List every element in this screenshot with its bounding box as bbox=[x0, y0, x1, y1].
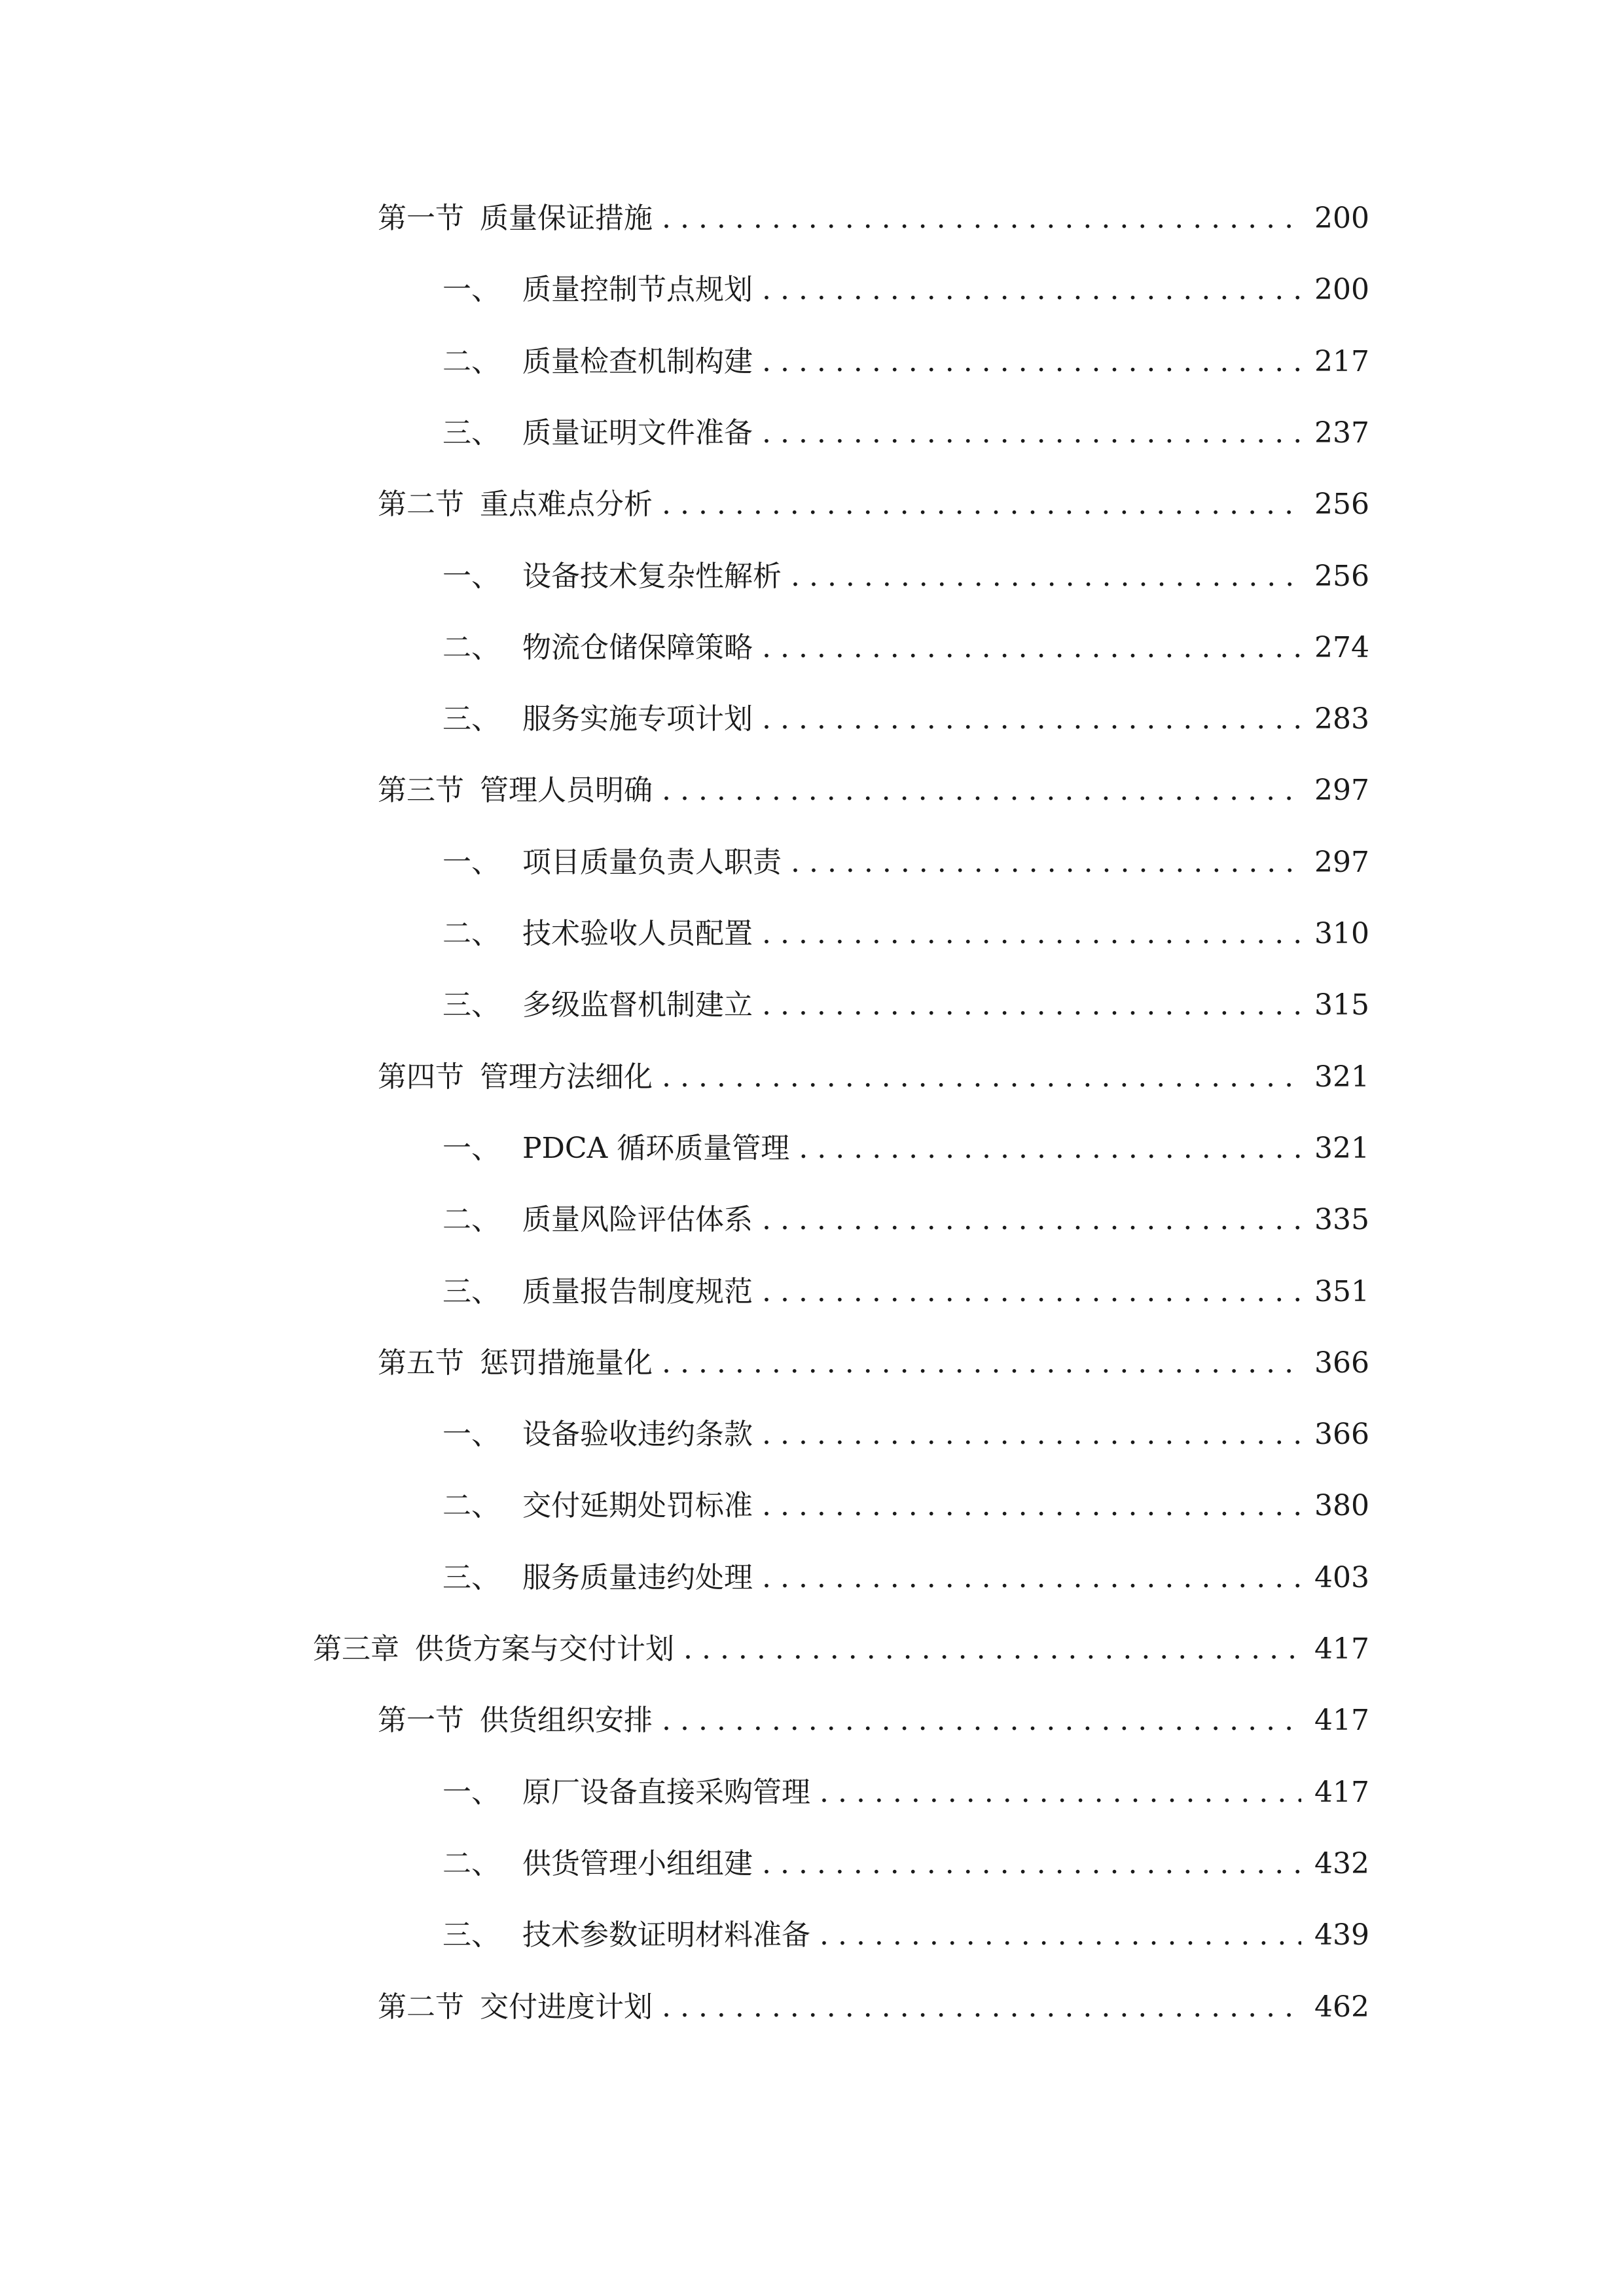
toc-entry-title: 质量报告制度规范 bbox=[522, 1274, 753, 1308]
toc-entry[interactable] bbox=[442, 908, 1369, 960]
toc-entry[interactable] bbox=[442, 1552, 1369, 1604]
toc-entry-number: 三、 bbox=[442, 988, 500, 1022]
toc-page-number: 462 bbox=[1314, 1990, 1369, 2024]
toc-page-number: 200 bbox=[1314, 273, 1369, 307]
toc-entry[interactable] bbox=[378, 764, 1369, 817]
toc-entry-title: 管理人员明确 bbox=[480, 774, 653, 808]
toc-leader-dots bbox=[791, 836, 1301, 889]
toc-entry-title: 管理方法细化 bbox=[480, 1060, 653, 1094]
toc-entry[interactable] bbox=[442, 622, 1369, 674]
toc-page-number: 256 bbox=[1314, 488, 1369, 522]
toc-entry[interactable] bbox=[442, 979, 1369, 1031]
toc-entry-number: 第一节 bbox=[378, 202, 464, 235]
toc-leader-dots bbox=[662, 192, 1301, 245]
toc-page-number: 335 bbox=[1314, 1203, 1369, 1237]
toc-page-number: 366 bbox=[1314, 1346, 1369, 1380]
toc-entry-title: 技术验收人员配置 bbox=[522, 917, 753, 950]
toc-page-number: 274 bbox=[1314, 630, 1369, 664]
toc-entry-number: 一、 bbox=[442, 1131, 500, 1165]
toc-entry[interactable] bbox=[442, 1838, 1369, 1890]
toc-page-number: 321 bbox=[1314, 1131, 1369, 1165]
toc-leader-dots bbox=[762, 1480, 1301, 1532]
toc-page-number: 315 bbox=[1314, 988, 1369, 1022]
toc-entry-title: 交付延期处罚标准 bbox=[522, 1489, 753, 1523]
toc-leader-dots bbox=[662, 764, 1301, 817]
toc-entry-title: 惩罚措施量化 bbox=[480, 1346, 653, 1380]
toc-entry-number: 二、 bbox=[442, 1489, 500, 1523]
toc-entry[interactable] bbox=[442, 693, 1369, 745]
toc-entry-title: 技术参数证明材料准备 bbox=[522, 1918, 810, 1952]
toc-entry-title: 物流仓储保障策略 bbox=[522, 630, 753, 664]
toc-leader-dots bbox=[820, 1909, 1301, 1962]
toc-leader-dots bbox=[762, 979, 1301, 1031]
toc-entry-number: 一、 bbox=[442, 845, 500, 879]
toc-leader-dots bbox=[762, 622, 1301, 674]
toc-entry-title: PDCA 循环质量管理 bbox=[522, 1131, 790, 1165]
toc-leader-dots bbox=[762, 1408, 1301, 1461]
toc-leader-dots bbox=[662, 1051, 1301, 1103]
toc-entry[interactable] bbox=[442, 550, 1369, 603]
toc-entry-number: 一、 bbox=[442, 1418, 500, 1452]
toc-page-number: 237 bbox=[1314, 416, 1369, 450]
toc-entry-number: 二、 bbox=[442, 344, 500, 378]
toc-page-number: 432 bbox=[1314, 1846, 1369, 1880]
toc-entry-number: 第三章 bbox=[313, 1632, 399, 1666]
toc-entry[interactable] bbox=[442, 1480, 1369, 1532]
toc-leader-dots bbox=[683, 1623, 1301, 1676]
toc-entry-title: 交付进度计划 bbox=[480, 1990, 653, 2024]
toc-entry-title: 服务实施专项计划 bbox=[522, 702, 753, 736]
toc-page-number: 417 bbox=[1314, 1632, 1369, 1666]
toc-leader-dots bbox=[762, 1552, 1301, 1604]
toc-entry-number: 二、 bbox=[442, 630, 500, 664]
toc-entry[interactable] bbox=[378, 1981, 1369, 2034]
toc-leader-dots bbox=[791, 550, 1301, 603]
toc-entry[interactable] bbox=[442, 264, 1369, 316]
toc-entry-number: 第二节 bbox=[378, 1990, 464, 2024]
toc-entry-number: 二、 bbox=[442, 1846, 500, 1880]
toc-entry[interactable] bbox=[442, 1408, 1369, 1461]
toc-page-number: 310 bbox=[1314, 917, 1369, 950]
toc-entry-title: 设备技术复杂性解析 bbox=[522, 559, 782, 593]
toc-entry-number: 三、 bbox=[442, 1560, 500, 1594]
toc-entry-title: 质量保证措施 bbox=[480, 202, 653, 235]
toc-leader-dots bbox=[762, 693, 1301, 745]
toc-leader-dots bbox=[762, 1266, 1301, 1318]
toc-entry-number: 第二节 bbox=[378, 488, 464, 522]
toc-entry-number: 第四节 bbox=[378, 1060, 464, 1094]
toc-entry-title: 质量证明文件准备 bbox=[522, 416, 753, 450]
toc-leader-dots bbox=[662, 1981, 1301, 2034]
toc-entry-title: 项目质量负责人职责 bbox=[522, 845, 782, 879]
toc-leader-dots bbox=[762, 908, 1301, 960]
toc-entry[interactable] bbox=[442, 1909, 1369, 1962]
toc-page-number: 256 bbox=[1314, 559, 1369, 593]
toc-entry-title: 原厂设备直接采购管理 bbox=[522, 1775, 810, 1809]
toc-leader-dots bbox=[662, 1695, 1301, 1747]
toc-leader-dots bbox=[762, 1194, 1301, 1246]
toc-entry-title: 设备验收违约条款 bbox=[522, 1418, 753, 1452]
toc-page-number: 351 bbox=[1314, 1274, 1369, 1308]
toc-entry[interactable] bbox=[442, 407, 1369, 459]
toc-entry-title: 供货管理小组组建 bbox=[522, 1846, 753, 1880]
toc-page-number: 321 bbox=[1314, 1060, 1369, 1094]
toc-entry[interactable] bbox=[313, 1623, 1369, 1676]
toc-page-number: 403 bbox=[1314, 1560, 1369, 1594]
toc-entry-title: 供货组织安排 bbox=[480, 1704, 653, 1738]
toc-entry[interactable] bbox=[378, 192, 1369, 245]
toc-page-number: 297 bbox=[1314, 774, 1369, 808]
toc-entry-number: 三、 bbox=[442, 416, 500, 450]
toc-entry-number: 第五节 bbox=[378, 1346, 464, 1380]
toc-entry-number: 二、 bbox=[442, 917, 500, 950]
toc-entry[interactable] bbox=[378, 1051, 1369, 1103]
toc-leader-dots bbox=[799, 1122, 1301, 1175]
toc-entry-number: 三、 bbox=[442, 1274, 500, 1308]
toc-leader-dots bbox=[762, 407, 1301, 459]
toc-entry-title: 服务质量违约处理 bbox=[522, 1560, 753, 1594]
toc-entry-number: 三、 bbox=[442, 1918, 500, 1952]
toc-page-number: 200 bbox=[1314, 202, 1369, 235]
toc-entry[interactable] bbox=[378, 1695, 1369, 1747]
toc-entry-number: 第三节 bbox=[378, 774, 464, 808]
toc-entry[interactable] bbox=[442, 336, 1369, 388]
toc-entry-number: 三、 bbox=[442, 702, 500, 736]
toc-page-number: 217 bbox=[1314, 344, 1369, 378]
toc-page-number: 417 bbox=[1314, 1704, 1369, 1738]
toc-entry[interactable] bbox=[442, 836, 1369, 889]
toc-entry-title: 重点难点分析 bbox=[480, 488, 653, 522]
toc-entry-title: 供货方案与交付计划 bbox=[415, 1632, 674, 1666]
toc-entry-number: 一、 bbox=[442, 1775, 500, 1809]
toc-entry-number: 一、 bbox=[442, 273, 500, 307]
toc-page-number: 297 bbox=[1314, 845, 1369, 879]
toc-entry[interactable] bbox=[442, 1266, 1369, 1318]
toc-entry-title: 多级监督机制建立 bbox=[522, 988, 753, 1022]
toc-entry[interactable] bbox=[442, 1767, 1369, 1819]
toc-page-number: 366 bbox=[1314, 1418, 1369, 1452]
toc-leader-dots bbox=[820, 1767, 1301, 1819]
toc-page-number: 417 bbox=[1314, 1775, 1369, 1809]
toc-entry[interactable] bbox=[442, 1122, 1369, 1175]
toc-leader-dots bbox=[762, 336, 1301, 388]
toc-entry-title: 质量控制节点规划 bbox=[522, 273, 753, 307]
toc-page-number: 380 bbox=[1314, 1489, 1369, 1523]
toc-entry-number: 第一节 bbox=[378, 1704, 464, 1738]
toc-leader-dots bbox=[762, 264, 1301, 316]
toc-page-number: 283 bbox=[1314, 702, 1369, 736]
toc-leader-dots bbox=[662, 478, 1301, 531]
toc-entry-title: 质量风险评估体系 bbox=[522, 1203, 753, 1237]
toc-entry-number: 二、 bbox=[442, 1203, 500, 1237]
toc-entry[interactable] bbox=[378, 478, 1369, 531]
toc-entry-title: 质量检查机制构建 bbox=[522, 344, 753, 378]
toc-entry[interactable] bbox=[378, 1337, 1369, 1390]
toc-entry-number: 一、 bbox=[442, 559, 500, 593]
toc-leader-dots bbox=[662, 1337, 1301, 1390]
toc-page-number: 439 bbox=[1314, 1918, 1369, 1952]
toc-leader-dots bbox=[762, 1838, 1301, 1890]
toc-entry[interactable] bbox=[442, 1194, 1369, 1246]
